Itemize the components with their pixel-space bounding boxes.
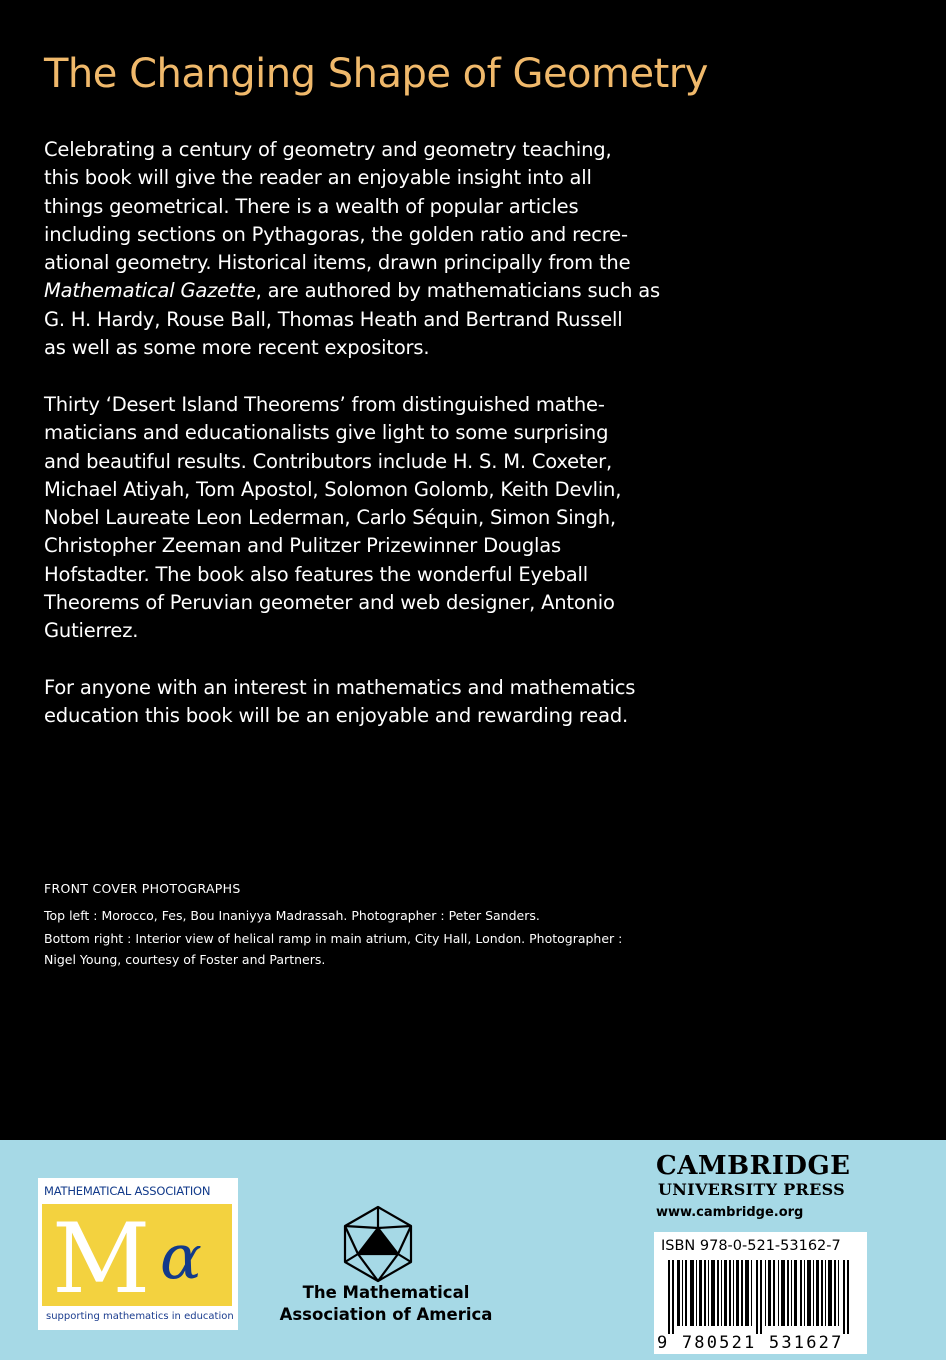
photo-credit-line: Bottom right : Interior view of helical ramp in main atrium, City Hall, London. Photographer :	[44, 931, 623, 946]
ma-letter: M	[52, 1204, 151, 1306]
ma-logo-mark	[42, 1204, 232, 1306]
text-line: including sections on Pythagoras, the golden ratio and recre-	[44, 222, 628, 246]
text-line: Celebrating a century of geometry and geometry teaching,	[44, 138, 612, 161]
text-line: as well as some more recent expositors.	[44, 336, 430, 360]
book-title: The Changing Shape of Geometry	[44, 51, 708, 97]
text-line: Michael Atiyah, Tom Apostol, Solomon Golomb, Keith Devlin,	[44, 477, 622, 501]
text-line: and beautiful results. Contributors include H. S. M. Coxeter,	[44, 449, 612, 473]
barcode-icon	[654, 1260, 867, 1334]
text-line: Nobel Laureate Leon Lederman, Carlo Séquin, Simon Singh,	[44, 506, 616, 530]
text-line: Christopher Zeeman and Pulitzer Prizewinner Douglas	[44, 534, 561, 558]
text-line-rest: , are authored by mathematicians such as	[255, 279, 660, 303]
text-line: maticians and educationalists give light to some surprising	[44, 421, 609, 445]
photo-credit-line: Nigel Young, courtesy of Foster and Partners.	[44, 952, 326, 967]
text-line: Thirty ‘Desert Island Theorems’ from distinguished mathe-	[44, 393, 605, 416]
ma-logo-name: MATHEMATICAL ASSOCIATION	[44, 1184, 211, 1198]
description-paragraph-2	[44, 391, 621, 646]
isbn-label: ISBN 978-0-521-53162-7	[661, 1238, 841, 1254]
maa-name-line: Association of America	[279, 1305, 493, 1324]
isbn-barcode	[654, 1232, 867, 1354]
text-line: this book will give the reader an enjoyable insight into all	[44, 166, 592, 190]
maa-name	[278, 1282, 494, 1326]
mathematical-association-logo	[38, 1178, 238, 1330]
ma-logo-tagline: supporting mathematics in education	[46, 1311, 234, 1322]
text-line: ational geometry. Historical items, drawn principally from the	[44, 251, 631, 275]
description-paragraph-3	[44, 674, 635, 731]
text-line: Theorems of Peruvian geometer and web designer, Antonio	[44, 591, 615, 615]
icosahedron-icon	[340, 1204, 416, 1284]
photo-credits-heading: FRONT COVER PHOTOGRAPHS	[44, 881, 241, 896]
text-line: education this book will be an enjoyable and rewarding read.	[44, 704, 629, 728]
text-line: things geometrical. There is a wealth of popular articles	[44, 194, 579, 218]
journal-title: Mathematical Gazette	[44, 279, 256, 303]
ma-alpha: α	[160, 1220, 202, 1293]
text-line	[44, 277, 660, 305]
publisher-band	[0, 1140, 946, 1360]
cambridge-press-logo	[656, 1152, 870, 1224]
barcode-digits: 9 780521 531627	[657, 1333, 844, 1353]
text-line: G. H. Hardy, Rouse Ball, Thomas Heath and Bertrand Russell	[44, 307, 623, 331]
publisher-url: www.cambridge.org	[656, 1205, 804, 1220]
ma-monogram-icon	[42, 1204, 232, 1306]
text-line: For anyone with an interest in mathematics and mathematics	[44, 676, 636, 699]
text-line: Gutierrez.	[44, 619, 139, 643]
photo-credits	[44, 878, 622, 970]
description-paragraph-1	[44, 136, 660, 362]
text-line: Hofstadter. The book also features the wonderful Eyeball	[44, 562, 588, 586]
maa-name-line: The Mathematical	[302, 1283, 470, 1302]
publisher-press: UNIVERSITY PRESS	[658, 1180, 845, 1199]
publisher-name: CAMBRIDGE	[656, 1151, 851, 1181]
photo-credit-line: Top left : Morocco, Fes, Bou Inaniyya Madrassah. Photographer : Peter Sanders.	[44, 908, 540, 923]
